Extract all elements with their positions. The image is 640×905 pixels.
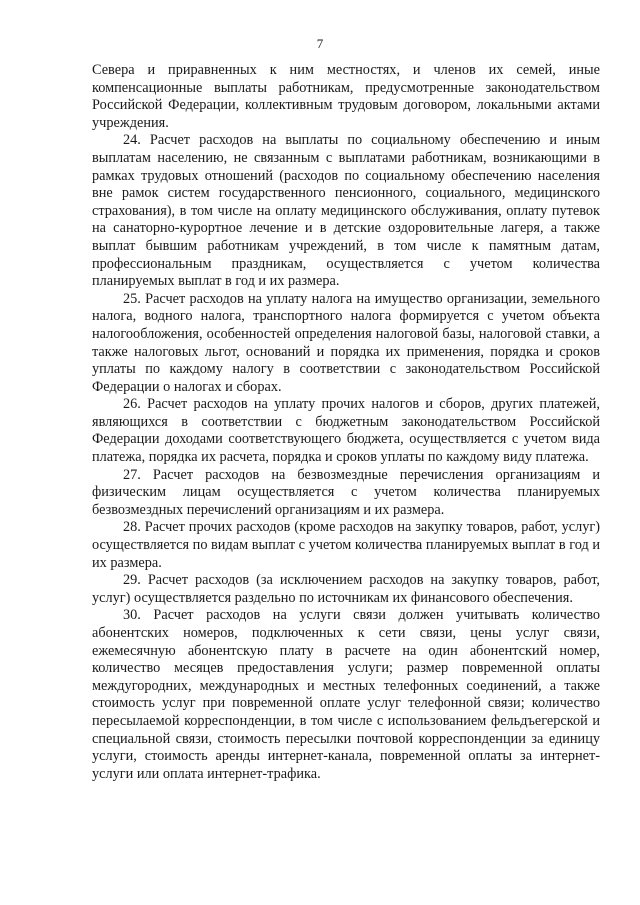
paragraph-25: 25. Расчет расходов на уплату налога на имущество организации, земельного налога, водного налога, транспортного налога формируется с учетом объекта налогообложения, особенностей определения налоговой базы, налоговой ставки, а также налоговых льгот, оснований и порядка их применения, порядка и сроков уплаты по каждому налогу в соответствии с законодательством Российской Федерации о налогах и сборах. bbox=[92, 290, 600, 395]
document-body bbox=[92, 62, 600, 783]
paragraph-continuation: Севера и приравненных к ним местностях, и членов их семей, иные компенсационные выплаты работникам, предусмотренные законодательством Российской Федерации, коллективным трудовым договором, локальными актами учреждения. bbox=[92, 62, 600, 131]
paragraph-24: 24. Расчет расходов на выплаты по социальному обеспечению и иным выплатам населению, не связанным с выплатами работникам, возникающими в рамках трудовых отношений (расходов по социальному обеспечению населения вне рамок систем государственного пенсионного, социального, медицинского страхования), в том числе на оплату медицинского обслуживания, оплату путевок на санаторно-курортное лечение и в детские оздоровительные лагеря, а также выплат бывшим работникам учреждений, в том числе к памятным датам, профессиональным праздникам, осуществляется с учетом количества планируемых выплат в год и их размера. bbox=[92, 132, 600, 290]
paragraph-30: 30. Расчет расходов на услуги связи должен учитывать количество абонентских номеров, подключенных к сети связи, цены услуг связи, ежемесячную абонентскую плату в расчете на один абонентский номер, количество месяцев предоставления услуги; размер повременной оплаты междугородних, международных и местных телефонных соединений, а также стоимость услуг при повременной оплате услуг телефонной связи; количество пересылаемой корреспонденции, в том числе с использованием фельдъегерской и специальной связи, стоимость пересылки почтовой корреспонденции за единицу услуги, стоимость аренды интернет-канала, повременной оплаты за интернет-услуги или оплата интернет-трафика. bbox=[92, 607, 600, 782]
paragraph-26: 26. Расчет расходов на уплату прочих налогов и сборов, других платежей, являющихся в соответствии с бюджетным законодательством Российской Федерации доходами соответствующего бюджета, осуществляется с учетом вида платежа, порядка их расчета, порядка и сроков уплаты по каждому виду платежа. bbox=[92, 396, 600, 466]
paragraph-29: 29. Расчет расходов (за исключением расходов на закупку товаров, работ, услуг) осуществляется раздельно по источникам их финансового обеспечения. bbox=[92, 572, 600, 606]
paragraph-27: 27. Расчет расходов на безвозмездные перечисления организациям и физическим лицам осуществляется с учетом количества планируемых безвозмездных перечислений организациям и их размера. bbox=[92, 466, 600, 518]
paragraph-28: 28. Расчет прочих расходов (кроме расходов на закупку товаров, работ, услуг) осуществляется по видам выплат с учетом количества планируемых выплат в год и их размера. bbox=[92, 519, 600, 571]
page-number: 7 bbox=[316, 36, 324, 51]
